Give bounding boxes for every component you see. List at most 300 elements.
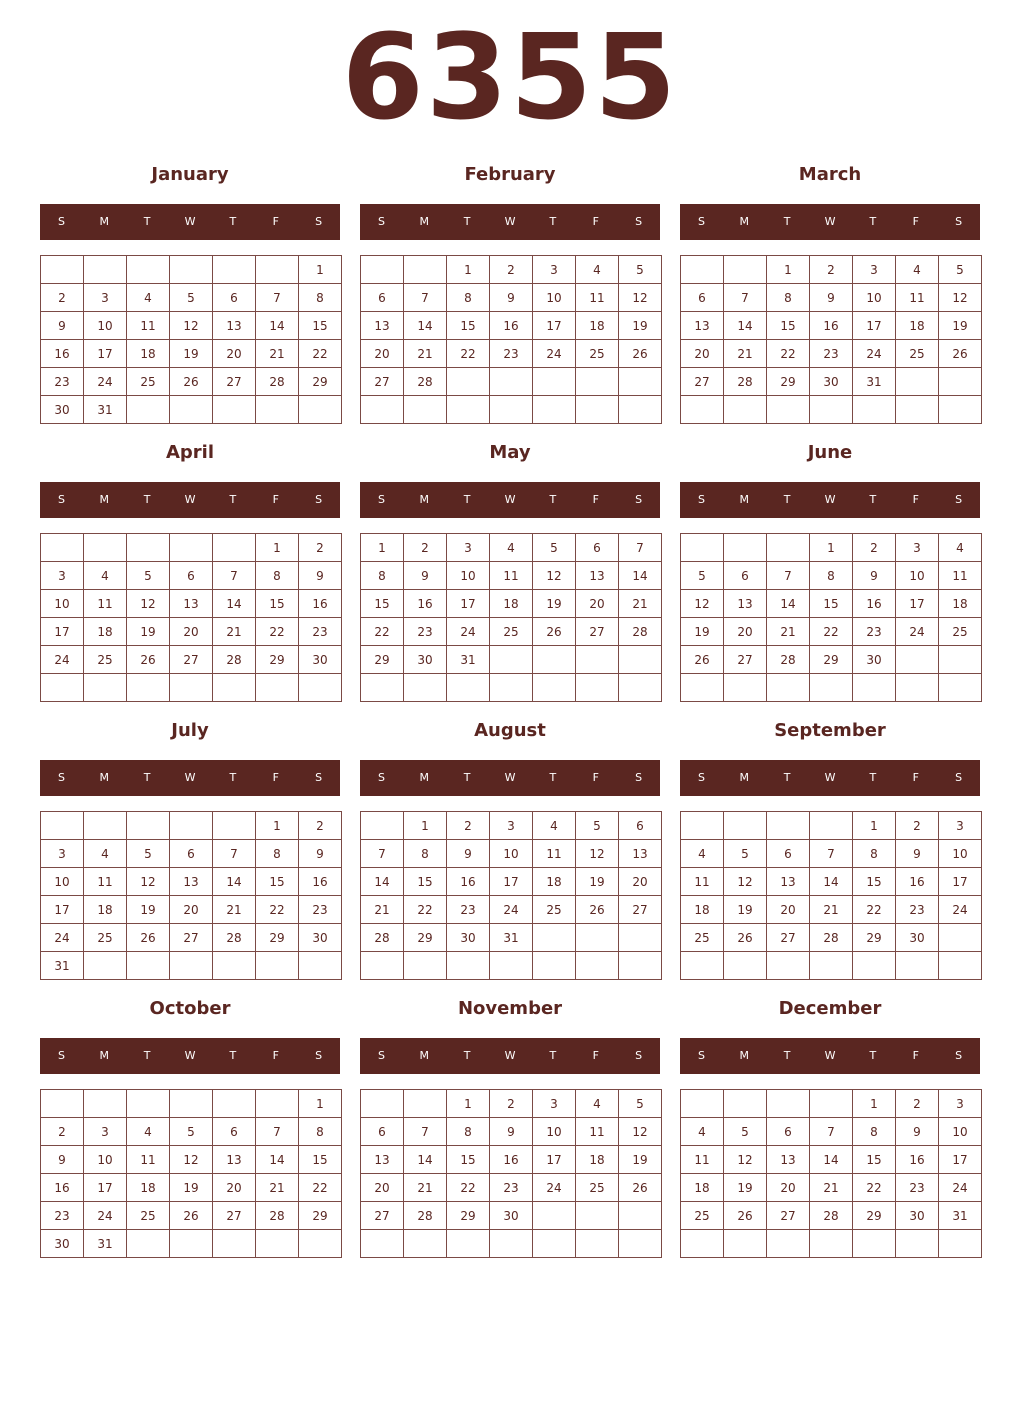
month-title: July bbox=[171, 720, 209, 741]
day-cell: 22 bbox=[361, 618, 404, 646]
day-cell: 1 bbox=[256, 534, 299, 562]
day-cell: 16 bbox=[299, 868, 342, 896]
empty-cell bbox=[896, 674, 939, 702]
day-cell: 10 bbox=[41, 590, 84, 618]
week-row bbox=[681, 312, 982, 340]
weekday-label: W bbox=[504, 771, 516, 784]
day-cell: 19 bbox=[533, 590, 576, 618]
day-cell: 6 bbox=[170, 840, 213, 868]
day-cell: 18 bbox=[576, 312, 619, 340]
day-cell: 11 bbox=[127, 1146, 170, 1174]
empty-cell bbox=[724, 534, 767, 562]
empty-cell bbox=[533, 1230, 576, 1258]
empty-cell bbox=[127, 396, 170, 424]
day-cell: 20 bbox=[724, 618, 767, 646]
empty-cell bbox=[767, 674, 810, 702]
empty-cell bbox=[299, 952, 342, 980]
weekday-label: W bbox=[184, 493, 196, 506]
empty-cell bbox=[767, 812, 810, 840]
weekday-label: S bbox=[697, 493, 705, 506]
day-cell: 21 bbox=[361, 896, 404, 924]
week-row bbox=[681, 562, 982, 590]
day-cell: 17 bbox=[490, 868, 533, 896]
empty-cell bbox=[256, 396, 299, 424]
day-cell: 16 bbox=[41, 340, 84, 368]
day-cell: 24 bbox=[84, 368, 127, 396]
day-cell: 26 bbox=[170, 1202, 213, 1230]
week-row bbox=[41, 1174, 342, 1202]
empty-cell bbox=[939, 674, 982, 702]
empty-cell bbox=[576, 368, 619, 396]
weekday-label: S bbox=[697, 1049, 705, 1062]
weekday-label: T bbox=[143, 215, 151, 228]
weekday-label: S bbox=[315, 1049, 323, 1062]
day-cell: 8 bbox=[853, 840, 896, 868]
weekday-label: S bbox=[57, 771, 65, 784]
day-cell: 5 bbox=[724, 1118, 767, 1146]
day-grid bbox=[360, 255, 662, 424]
day-cell: 16 bbox=[404, 590, 447, 618]
empty-cell bbox=[41, 534, 84, 562]
week-row bbox=[681, 646, 982, 674]
day-cell: 23 bbox=[299, 618, 342, 646]
empty-cell bbox=[361, 952, 404, 980]
week-row bbox=[361, 840, 662, 868]
empty-cell bbox=[213, 256, 256, 284]
day-cell: 12 bbox=[170, 312, 213, 340]
weekday-label: M bbox=[419, 771, 430, 784]
day-cell: 14 bbox=[810, 1146, 853, 1174]
day-cell: 23 bbox=[896, 1174, 939, 1202]
day-cell: 24 bbox=[853, 340, 896, 368]
weekday-label: M bbox=[739, 1049, 750, 1062]
day-cell: 8 bbox=[767, 284, 810, 312]
day-cell: 5 bbox=[170, 284, 213, 312]
empty-cell bbox=[681, 674, 724, 702]
day-cell: 12 bbox=[170, 1146, 213, 1174]
week-row bbox=[681, 618, 982, 646]
day-cell: 26 bbox=[681, 646, 724, 674]
day-cell: 4 bbox=[84, 562, 127, 590]
weekday-label: T bbox=[229, 215, 237, 228]
day-cell: 25 bbox=[127, 368, 170, 396]
day-cell: 27 bbox=[170, 924, 213, 952]
empty-cell bbox=[810, 1230, 853, 1258]
week-row bbox=[681, 534, 982, 562]
week-row bbox=[361, 256, 662, 284]
day-cell: 3 bbox=[533, 1090, 576, 1118]
week-row bbox=[681, 1146, 982, 1174]
weekday-label: W bbox=[824, 771, 836, 784]
week-row bbox=[361, 396, 662, 424]
weekday-label: S bbox=[315, 771, 323, 784]
empty-cell bbox=[490, 952, 533, 980]
empty-cell bbox=[213, 1090, 256, 1118]
day-cell: 2 bbox=[810, 256, 853, 284]
weekday-label: F bbox=[592, 1049, 599, 1062]
day-cell: 1 bbox=[404, 812, 447, 840]
day-cell: 3 bbox=[447, 534, 490, 562]
day-cell: 28 bbox=[767, 646, 810, 674]
day-cell: 14 bbox=[256, 1146, 299, 1174]
day-cell: 22 bbox=[404, 896, 447, 924]
day-cell: 26 bbox=[576, 896, 619, 924]
week-row bbox=[41, 924, 342, 952]
day-cell: 19 bbox=[619, 312, 662, 340]
day-cell: 15 bbox=[256, 590, 299, 618]
day-cell: 16 bbox=[41, 1174, 84, 1202]
day-cell: 16 bbox=[490, 1146, 533, 1174]
day-cell: 13 bbox=[767, 868, 810, 896]
weekday-label: T bbox=[143, 493, 151, 506]
weekday-label: S bbox=[57, 1049, 65, 1062]
day-cell: 17 bbox=[41, 896, 84, 924]
month-title: August bbox=[474, 720, 546, 741]
empty-cell bbox=[533, 952, 576, 980]
weekday-label: T bbox=[869, 771, 877, 784]
day-cell: 1 bbox=[810, 534, 853, 562]
day-cell: 4 bbox=[939, 534, 982, 562]
day-cell: 6 bbox=[213, 1118, 256, 1146]
empty-cell bbox=[767, 1090, 810, 1118]
day-grid bbox=[40, 533, 342, 702]
day-cell: 18 bbox=[939, 590, 982, 618]
week-row bbox=[361, 562, 662, 590]
day-cell: 25 bbox=[490, 618, 533, 646]
day-cell: 7 bbox=[619, 534, 662, 562]
day-cell: 31 bbox=[41, 952, 84, 980]
day-cell: 4 bbox=[490, 534, 533, 562]
day-cell: 2 bbox=[299, 812, 342, 840]
empty-cell bbox=[724, 812, 767, 840]
empty-cell bbox=[404, 1090, 447, 1118]
empty-cell bbox=[939, 396, 982, 424]
week-row bbox=[41, 312, 342, 340]
day-cell: 31 bbox=[84, 396, 127, 424]
weekday-label: S bbox=[377, 771, 385, 784]
day-cell: 4 bbox=[681, 1118, 724, 1146]
empty-cell bbox=[533, 1202, 576, 1230]
empty-cell bbox=[681, 952, 724, 980]
week-row bbox=[361, 952, 662, 980]
day-cell: 24 bbox=[533, 1174, 576, 1202]
empty-cell bbox=[361, 812, 404, 840]
week-row bbox=[361, 868, 662, 896]
day-grid bbox=[360, 1089, 662, 1258]
day-cell: 23 bbox=[41, 1202, 84, 1230]
day-cell: 20 bbox=[170, 618, 213, 646]
empty-cell bbox=[84, 952, 127, 980]
day-cell: 3 bbox=[490, 812, 533, 840]
day-cell: 2 bbox=[490, 1090, 533, 1118]
empty-cell bbox=[84, 674, 127, 702]
day-cell: 30 bbox=[896, 1202, 939, 1230]
day-cell: 30 bbox=[896, 924, 939, 952]
day-cell: 22 bbox=[447, 1174, 490, 1202]
week-row bbox=[681, 952, 982, 980]
empty-cell bbox=[724, 1230, 767, 1258]
day-cell: 22 bbox=[299, 340, 342, 368]
weekday-label: T bbox=[549, 771, 557, 784]
empty-cell bbox=[170, 674, 213, 702]
weekday-label: W bbox=[504, 493, 516, 506]
day-cell: 7 bbox=[810, 840, 853, 868]
empty-cell bbox=[576, 396, 619, 424]
day-cell: 11 bbox=[681, 1146, 724, 1174]
empty-cell bbox=[127, 256, 170, 284]
day-cell: 13 bbox=[767, 1146, 810, 1174]
weekday-label: T bbox=[229, 771, 237, 784]
week-row bbox=[41, 340, 342, 368]
month-title: April bbox=[165, 442, 215, 463]
week-row bbox=[41, 562, 342, 590]
day-cell: 2 bbox=[41, 284, 84, 312]
day-cell: 27 bbox=[361, 368, 404, 396]
empty-cell bbox=[213, 812, 256, 840]
day-cell: 25 bbox=[576, 1174, 619, 1202]
day-cell: 3 bbox=[939, 812, 982, 840]
day-cell: 15 bbox=[361, 590, 404, 618]
day-cell: 19 bbox=[939, 312, 982, 340]
day-cell: 23 bbox=[41, 368, 84, 396]
empty-cell bbox=[853, 952, 896, 980]
day-cell: 27 bbox=[681, 368, 724, 396]
day-cell: 11 bbox=[681, 868, 724, 896]
empty-cell bbox=[127, 674, 170, 702]
weekday-label: F bbox=[272, 771, 279, 784]
day-cell: 9 bbox=[853, 562, 896, 590]
week-row bbox=[681, 396, 982, 424]
empty-cell bbox=[619, 396, 662, 424]
empty-cell bbox=[681, 256, 724, 284]
day-cell: 7 bbox=[361, 840, 404, 868]
day-cell: 23 bbox=[853, 618, 896, 646]
day-cell: 17 bbox=[533, 312, 576, 340]
day-cell: 20 bbox=[767, 896, 810, 924]
empty-cell bbox=[127, 812, 170, 840]
week-row bbox=[361, 1146, 662, 1174]
empty-cell bbox=[853, 396, 896, 424]
empty-cell bbox=[619, 1230, 662, 1258]
week-row bbox=[41, 646, 342, 674]
day-cell: 22 bbox=[810, 618, 853, 646]
day-cell: 12 bbox=[533, 562, 576, 590]
empty-cell bbox=[939, 924, 982, 952]
day-cell: 15 bbox=[853, 1146, 896, 1174]
empty-cell bbox=[896, 368, 939, 396]
day-cell: 14 bbox=[361, 868, 404, 896]
day-cell: 4 bbox=[576, 256, 619, 284]
day-cell: 3 bbox=[41, 840, 84, 868]
day-cell: 12 bbox=[939, 284, 982, 312]
day-cell: 15 bbox=[256, 868, 299, 896]
weekday-label: S bbox=[697, 771, 705, 784]
day-cell: 13 bbox=[724, 590, 767, 618]
week-row bbox=[41, 1230, 342, 1258]
day-cell: 2 bbox=[447, 812, 490, 840]
weekday-label: S bbox=[377, 493, 385, 506]
weekday-label: T bbox=[463, 215, 471, 228]
day-cell: 9 bbox=[404, 562, 447, 590]
week-row bbox=[41, 1202, 342, 1230]
month-title: September bbox=[774, 720, 886, 741]
day-cell: 21 bbox=[256, 340, 299, 368]
empty-cell bbox=[299, 674, 342, 702]
day-cell: 7 bbox=[724, 284, 767, 312]
day-cell: 3 bbox=[84, 284, 127, 312]
day-cell: 30 bbox=[41, 396, 84, 424]
day-cell: 16 bbox=[853, 590, 896, 618]
empty-cell bbox=[619, 924, 662, 952]
day-cell: 8 bbox=[447, 284, 490, 312]
weekday-label: F bbox=[592, 493, 599, 506]
day-cell: 2 bbox=[41, 1118, 84, 1146]
week-row bbox=[361, 1118, 662, 1146]
day-cell: 11 bbox=[939, 562, 982, 590]
day-cell: 25 bbox=[896, 340, 939, 368]
week-row bbox=[681, 840, 982, 868]
day-cell: 1 bbox=[447, 256, 490, 284]
empty-cell bbox=[619, 646, 662, 674]
weekday-label: T bbox=[783, 215, 791, 228]
empty-cell bbox=[447, 952, 490, 980]
week-row bbox=[361, 924, 662, 952]
day-cell: 29 bbox=[299, 1202, 342, 1230]
month-title: January bbox=[151, 164, 229, 185]
day-cell: 12 bbox=[724, 868, 767, 896]
weekday-header bbox=[40, 760, 340, 796]
day-cell: 24 bbox=[939, 1174, 982, 1202]
weekday-label: S bbox=[377, 215, 385, 228]
day-cell: 20 bbox=[767, 1174, 810, 1202]
day-cell: 11 bbox=[533, 840, 576, 868]
day-grid bbox=[360, 533, 662, 702]
week-row bbox=[681, 256, 982, 284]
day-cell: 25 bbox=[681, 1202, 724, 1230]
day-cell: 25 bbox=[84, 924, 127, 952]
day-cell: 21 bbox=[256, 1174, 299, 1202]
day-cell: 5 bbox=[939, 256, 982, 284]
week-row bbox=[681, 1118, 982, 1146]
week-row bbox=[361, 646, 662, 674]
day-cell: 19 bbox=[724, 1174, 767, 1202]
day-grid bbox=[680, 811, 982, 980]
day-cell: 22 bbox=[256, 896, 299, 924]
day-cell: 14 bbox=[256, 312, 299, 340]
weekday-header bbox=[360, 760, 660, 796]
week-row bbox=[681, 1230, 982, 1258]
day-cell: 17 bbox=[84, 340, 127, 368]
day-grid bbox=[680, 1089, 982, 1258]
day-cell: 18 bbox=[490, 590, 533, 618]
day-cell: 22 bbox=[299, 1174, 342, 1202]
weekday-label: F bbox=[272, 215, 279, 228]
day-cell: 12 bbox=[576, 840, 619, 868]
week-row bbox=[41, 1118, 342, 1146]
day-cell: 9 bbox=[299, 562, 342, 590]
weekday-label: S bbox=[635, 1049, 643, 1062]
empty-cell bbox=[853, 1230, 896, 1258]
day-cell: 25 bbox=[533, 896, 576, 924]
day-cell: 10 bbox=[447, 562, 490, 590]
week-row bbox=[681, 1090, 982, 1118]
day-cell: 2 bbox=[299, 534, 342, 562]
day-cell: 31 bbox=[84, 1230, 127, 1258]
day-cell: 8 bbox=[853, 1118, 896, 1146]
day-cell: 22 bbox=[853, 896, 896, 924]
day-cell: 23 bbox=[447, 896, 490, 924]
week-row bbox=[41, 1090, 342, 1118]
empty-cell bbox=[84, 534, 127, 562]
day-cell: 6 bbox=[361, 284, 404, 312]
day-cell: 3 bbox=[939, 1090, 982, 1118]
day-cell: 2 bbox=[896, 1090, 939, 1118]
day-cell: 27 bbox=[170, 646, 213, 674]
day-cell: 21 bbox=[404, 1174, 447, 1202]
month-title: November bbox=[457, 998, 563, 1019]
empty-cell bbox=[84, 256, 127, 284]
empty-cell bbox=[256, 674, 299, 702]
day-cell: 25 bbox=[576, 340, 619, 368]
empty-cell bbox=[896, 1230, 939, 1258]
day-cell: 28 bbox=[361, 924, 404, 952]
week-row bbox=[681, 812, 982, 840]
weekday-label: S bbox=[635, 215, 643, 228]
week-row bbox=[41, 284, 342, 312]
week-row bbox=[41, 590, 342, 618]
weekday-label: M bbox=[419, 215, 430, 228]
weekday-label: T bbox=[143, 1049, 151, 1062]
day-cell: 21 bbox=[213, 618, 256, 646]
week-row bbox=[361, 1090, 662, 1118]
day-cell: 7 bbox=[256, 284, 299, 312]
empty-cell bbox=[810, 674, 853, 702]
weekday-label: S bbox=[57, 493, 65, 506]
day-cell: 8 bbox=[299, 284, 342, 312]
day-cell: 10 bbox=[533, 1118, 576, 1146]
week-row bbox=[41, 618, 342, 646]
empty-cell bbox=[170, 256, 213, 284]
day-cell: 4 bbox=[84, 840, 127, 868]
day-cell: 6 bbox=[681, 284, 724, 312]
month-title: December bbox=[778, 998, 882, 1019]
weekday-header bbox=[40, 204, 340, 240]
day-cell: 4 bbox=[127, 1118, 170, 1146]
weekday-label: S bbox=[697, 215, 705, 228]
day-cell: 20 bbox=[681, 340, 724, 368]
day-cell: 13 bbox=[576, 562, 619, 590]
empty-cell bbox=[447, 1230, 490, 1258]
day-cell: 27 bbox=[213, 1202, 256, 1230]
weekday-label: T bbox=[463, 771, 471, 784]
empty-cell bbox=[896, 952, 939, 980]
empty-cell bbox=[939, 952, 982, 980]
day-cell: 27 bbox=[576, 618, 619, 646]
day-cell: 24 bbox=[533, 340, 576, 368]
day-cell: 5 bbox=[576, 812, 619, 840]
month-title: February bbox=[464, 164, 556, 185]
day-cell: 9 bbox=[299, 840, 342, 868]
weekday-header bbox=[680, 204, 980, 240]
day-cell: 5 bbox=[127, 562, 170, 590]
day-cell: 27 bbox=[619, 896, 662, 924]
weekday-label: T bbox=[549, 493, 557, 506]
day-cell: 19 bbox=[619, 1146, 662, 1174]
day-cell: 31 bbox=[490, 924, 533, 952]
day-grid bbox=[360, 811, 662, 980]
day-cell: 18 bbox=[533, 868, 576, 896]
day-cell: 18 bbox=[127, 340, 170, 368]
